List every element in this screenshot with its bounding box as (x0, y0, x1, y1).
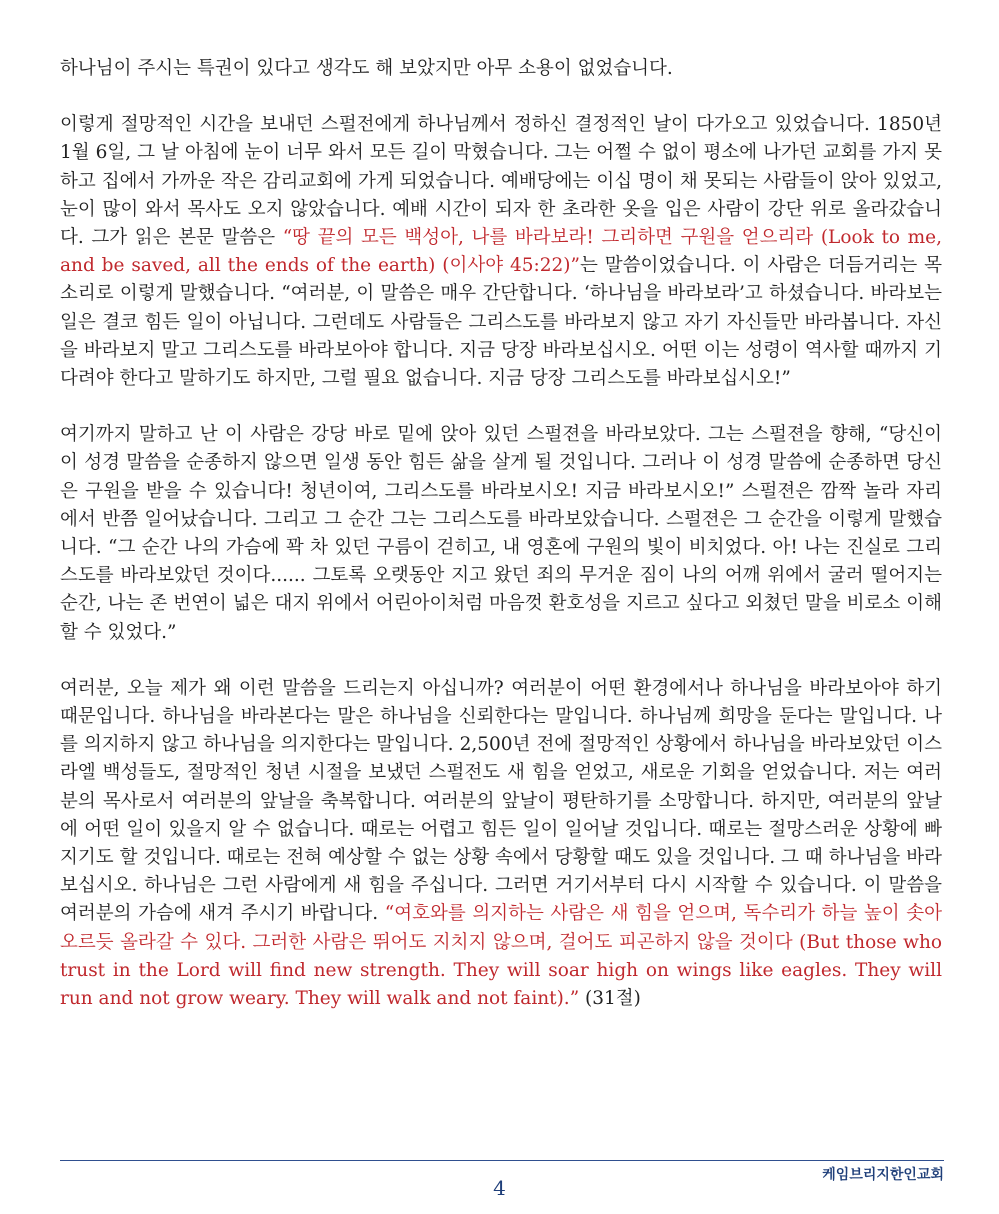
paragraph-text: 이렇게 절망적인 시간을 보내던 스펄전에게 하나님께서 정하신 결정적인 날이 다가오고 있었습니다. 1850년 1월 6일, 그 날 아침에 눈이 너무 와서 모든 길이 막혔습니다. 그는 어쩔 수 없이 평소에 나가던 교회를 가지 못하고 집에서 가까운 작은 감리교회에 가게 되었습니다. 예배당에는 이십 명이 채 못되는 사람들이 앉아 있었고, 눈이 많이 와서 목사도 오지 않았습니다. 예배 시간이 되자 한 초라한 옷을 입은 사람이 강단 위로 올라갔습니다. 그가 읽은 본문 말씀은 (60, 114, 942, 249)
paragraph-text: 하나님이 주시는 특권이 있다고 생각도 해 보았지만 아무 소용이 없었습니다. (60, 58, 673, 79)
paragraph (60, 111, 942, 393)
paragraph-text: 여기까지 말하고 난 이 사람은 강당 바로 밑에 앉아 있던 스펄젼을 바라보았다. 그는 스펄젼을 향해, “당신이 이 성경 말씀을 순종하지 않으면 일생 동안 힘든 삶을 살게 될 것입니다. 그러나 이 성경 말씀에 순종하면 당신은 구원을 받을 수 있습니다! 청년이여, 그리스도를 바라보시오! 지금 바라보시오!” 스펄젼은 깜짝 놀라 자리에서 반쯤 일어났습니다. 그리고 그 순간 그는 그리스도를 바라보았습니다. 스펄젼은 그 순간을 이렇게 말했습니다. “그 순간 나의 가슴에 꽉 차 있던 구름이 걷히고, 내 영혼에 구원의 빛이 비치었다. 아! 나는 진실로 그리스도를 바라보았던 것이다...... 그토록 오랫동안 지고 왔던 죄의 무거운 짐이 나의 어깨 위에서 굴러 떨어지는 순간, 나는 존 번연이 넓은 대지 위에서 어린아이처럼 마음껏 환호성을 지르고 싶다고 외쳤던 말을 비로소 이해할 수 있었다.” (60, 424, 942, 643)
church-name: 케임브리지한인교회 (822, 1167, 944, 1183)
page-number: 4 (493, 1176, 506, 1200)
paragraph (60, 421, 942, 647)
scripture-quote: “땅 끝의 모든 백성아, 나를 바라보라! 그리하면 구원을 얻으리라 (Look to me, and be saved, all the ends of the earth) (이사야 45:22)” (60, 227, 943, 277)
document-body (60, 55, 942, 1041)
scripture-quote: “여호와를 의지하는 사람은 새 힘을 얻으며, 독수리가 하늘 높이 솟아오르듯 올라갈 수 있다. 그러한 사람은 뛰어도 지치지 않으며, 걸어도 피곤하지 않을 것이다 (But those who trust in the Lord will find new strength. They will soar high on wings like eagles. They will run and not grow weary. They will walk and not faint).” (60, 903, 942, 1010)
paragraph-text: 는 말씀이었습니다. 이 사람은 더듬거리는 목소리로 이렇게 말했습니다. “여러분, 이 말씀은 매우 간단합니다. ‘하나님을 바라보라’고 하셨습니다. 바라보는 일은 결코 힘든 일이 아닙니다. 그런데도 사람들은 그리스도를 바라보지 않고 자기 자신들만 바라봅니다. 자신을 바라보지 말고 그리스도를 바라보아야 합니다. 지금 당장 바라보십시오. 어떤 이는 성령이 역사할 때까지 기다려야 한다고 말하기도 하지만, 그럴 필요 없습니다. 지금 당장 그리스도를 바라보십시오!” (60, 255, 942, 390)
paragraph (60, 55, 942, 83)
verse-reference: (31절) (579, 988, 641, 1010)
paragraph-text: 여러분, 오늘 제가 왜 이런 말씀을 드리는지 아십니까? 여러분이 어떤 환경에서나 하나님을 바라보아야 하기 때문입니다. 하나님을 바라본다는 말은 하나님을 신뢰한다는 말입니다. 하나님께 희망을 둔다는 말입니다. 나를 의지하지 않고 하나님을 의지한다는 말입니다. 2,500년 전에 절망적인 상황에서 하나님을 바라보았던 이스라엘 백성들도, 절망적인 청년 시절을 보냈던 스펄전도 새 힘을 얻었고, 새로운 기회을 얻었습니다. 저는 여러분의 목사로서 여러분의 앞날을 축복합니다. 여러분의 앞날이 평탄하기를 소망합니다. 하지만, 여러분의 앞날에 어떤 일이 있을지 알 수 없습니다. 때로는 어렵고 힘든 일이 일어날 것입니다. 때로는 절망스러운 상황에 빠지기도 할 것입니다. 때로는 전혀 예상할 수 없는 상황 속에서 당황할 때도 있을 것입니다. 그 때 하나님을 바라보십시오. 하나님은 그런 사람에게 새 힘을 주십니다. 그러면 거기서부터 다시 시작할 수 있습니다. 이 말씀을 여러분의 가슴에 새겨 주시기 바랍니다. (60, 677, 942, 925)
paragraph (60, 675, 942, 1013)
footer-divider (60, 1160, 944, 1161)
